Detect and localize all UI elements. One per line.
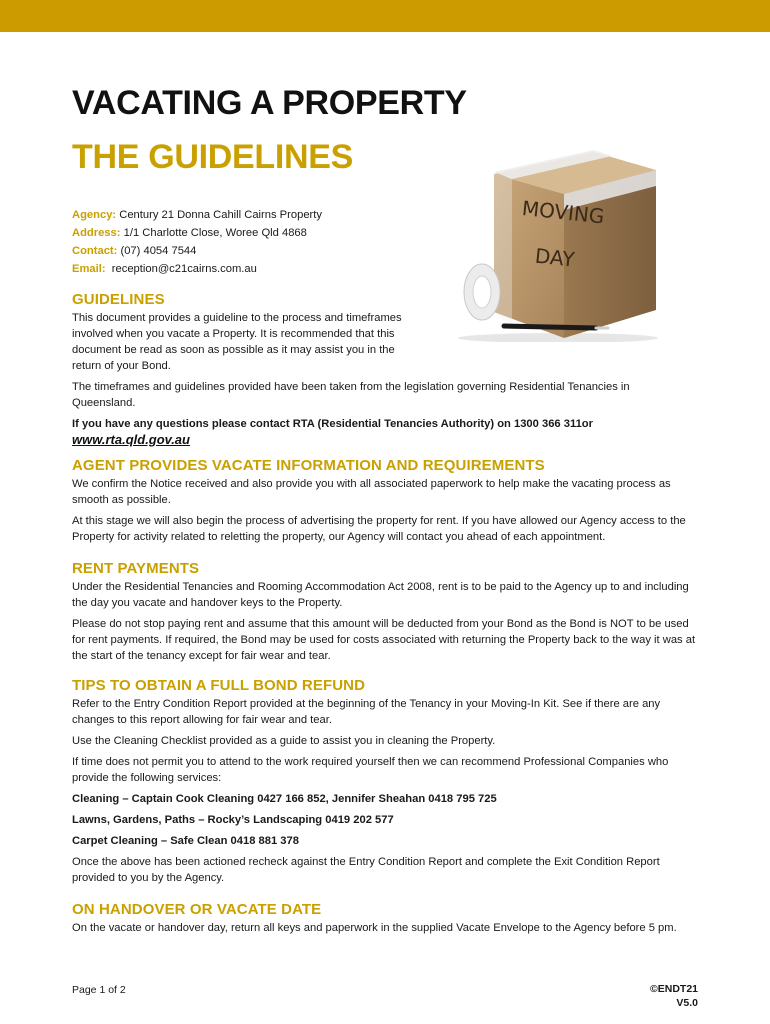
- service-carpet: Carpet Cleaning – Safe Clean 0418 881 378: [72, 835, 299, 847]
- tips-para-4: Once the above has been actioned recheck against the Entry Condition Report and complete the Exit Condition Report provided to you by the Agency.: [72, 856, 660, 884]
- agent-para-2: At this stage we will also begin the process of advertising the property for rent. If you have allowed our Agency access to the Property for activity related to reletting the property, our Agency will contact you ahead of each appointment.: [72, 515, 686, 543]
- email-row: [72, 260, 322, 278]
- contact-block: [72, 206, 322, 278]
- address-row: [72, 224, 322, 242]
- tips-section: [72, 678, 696, 891]
- guidelines-intro-line1: This document provides a guideline to the process and timeframes: [72, 312, 402, 324]
- email-label: Email:: [72, 263, 106, 275]
- handover-section: [72, 902, 696, 941]
- page-subtitle: THE GUIDELINES: [72, 138, 354, 176]
- address-label: Address:: [72, 227, 121, 239]
- service-lawns: Lawns, Gardens, Paths – Rocky’s Landscaping 0419 202 577: [72, 814, 394, 826]
- guidelines-intro-line3: document be read as soon as possible as it may assist you in the: [72, 344, 395, 356]
- guidelines-intro-line2: involved when you vacate a Property. It is recommended that this: [72, 328, 395, 340]
- address-value: 1/1 Charlotte Close, Woree Qld 4868: [123, 227, 307, 239]
- agent-section: [72, 458, 696, 550]
- tips-heading: TIPS TO OBTAIN A FULL BOND REFUND: [72, 677, 366, 694]
- guidelines-intro-line4: return of your Bond.: [72, 360, 171, 372]
- rta-link[interactable]: www.rta.qld.gov.au: [72, 432, 190, 447]
- contact-label: Contact:: [72, 245, 118, 257]
- agent-heading: AGENT PROVIDES VACATE INFORMATION AND REQUIREMENTS: [72, 457, 545, 474]
- box-text-moving: MOVING: [520, 195, 606, 229]
- rent-section: [72, 561, 696, 669]
- tips-para-2: Use the Cleaning Checklist provided as a guide to assist you in cleaning the Property.: [72, 735, 496, 747]
- page-number: Page 1 of 2: [72, 984, 126, 996]
- tips-para-1: Refer to the Entry Condition Report provided at the beginning of the Tenancy in your Moving-In Kit. See if there are any changes to this report allowing for fair wear and tear.: [72, 698, 661, 726]
- agency-label: Agency:: [72, 209, 117, 221]
- guidelines-section: [72, 292, 696, 449]
- guidelines-intro: [72, 310, 696, 374]
- agent-para-1: We confirm the Notice received and also provide you with all associated paperwork to help make the vacating process as smooth as possible.: [72, 478, 671, 506]
- guidelines-legislation: The timeframes and guidelines provided have been taken from the legislation governing Residential Tenancies in Queensland.: [72, 381, 630, 409]
- email-value[interactable]: reception@c21cairns.com.au: [111, 263, 257, 275]
- box-text-day: DAY: [533, 243, 576, 272]
- top-accent-bar: [0, 0, 770, 32]
- agency-value: Century 21 Donna Cahill Cairns Property: [119, 209, 322, 221]
- rent-para-2: Please do not stop paying rent and assume that this amount will be deducted from your Bond as the Bond is NOT to be used for rent payments. If required, the Bond may be used for costs associated with returning the Property back to the way it was at the start of the tenancy except for fair wear and tear.: [72, 618, 696, 662]
- rta-contact-text: If you have any questions please contact RTA (Residential Tenancies Authority) on 1300 366 311or: [72, 418, 593, 430]
- handover-heading: ON HANDOVER OR VACATE DATE: [72, 901, 322, 918]
- footer-code-block: [650, 982, 698, 1010]
- rent-heading: RENT PAYMENTS: [72, 560, 200, 577]
- document-code: ©ENDT21: [650, 983, 698, 995]
- service-cleaning: Cleaning – Captain Cook Cleaning 0427 166 852, Jennifer Sheahan 0418 795 725: [72, 793, 497, 805]
- agency-row: [72, 206, 322, 224]
- tips-para-3: If time does not permit you to attend to the work required yourself then we can recommend Professional Companies who provide the following services:: [72, 756, 669, 784]
- page-title: VACATING A PROPERTY: [72, 84, 467, 122]
- guidelines-heading: GUIDELINES: [72, 291, 165, 308]
- contact-value: (07) 4054 7544: [120, 245, 197, 257]
- handover-para: On the vacate or handover day, return all keys and paperwork in the supplied Vacate Envelope to the Agency before 5 pm.: [72, 922, 677, 934]
- rent-para-1: Under the Residential Tenancies and Rooming Accommodation Act 2008, rent is to be paid to the Agency up to and including the day you vacate and handover keys to the Property.: [72, 581, 689, 609]
- document-version: V5.0: [676, 997, 698, 1009]
- contact-row: [72, 242, 322, 260]
